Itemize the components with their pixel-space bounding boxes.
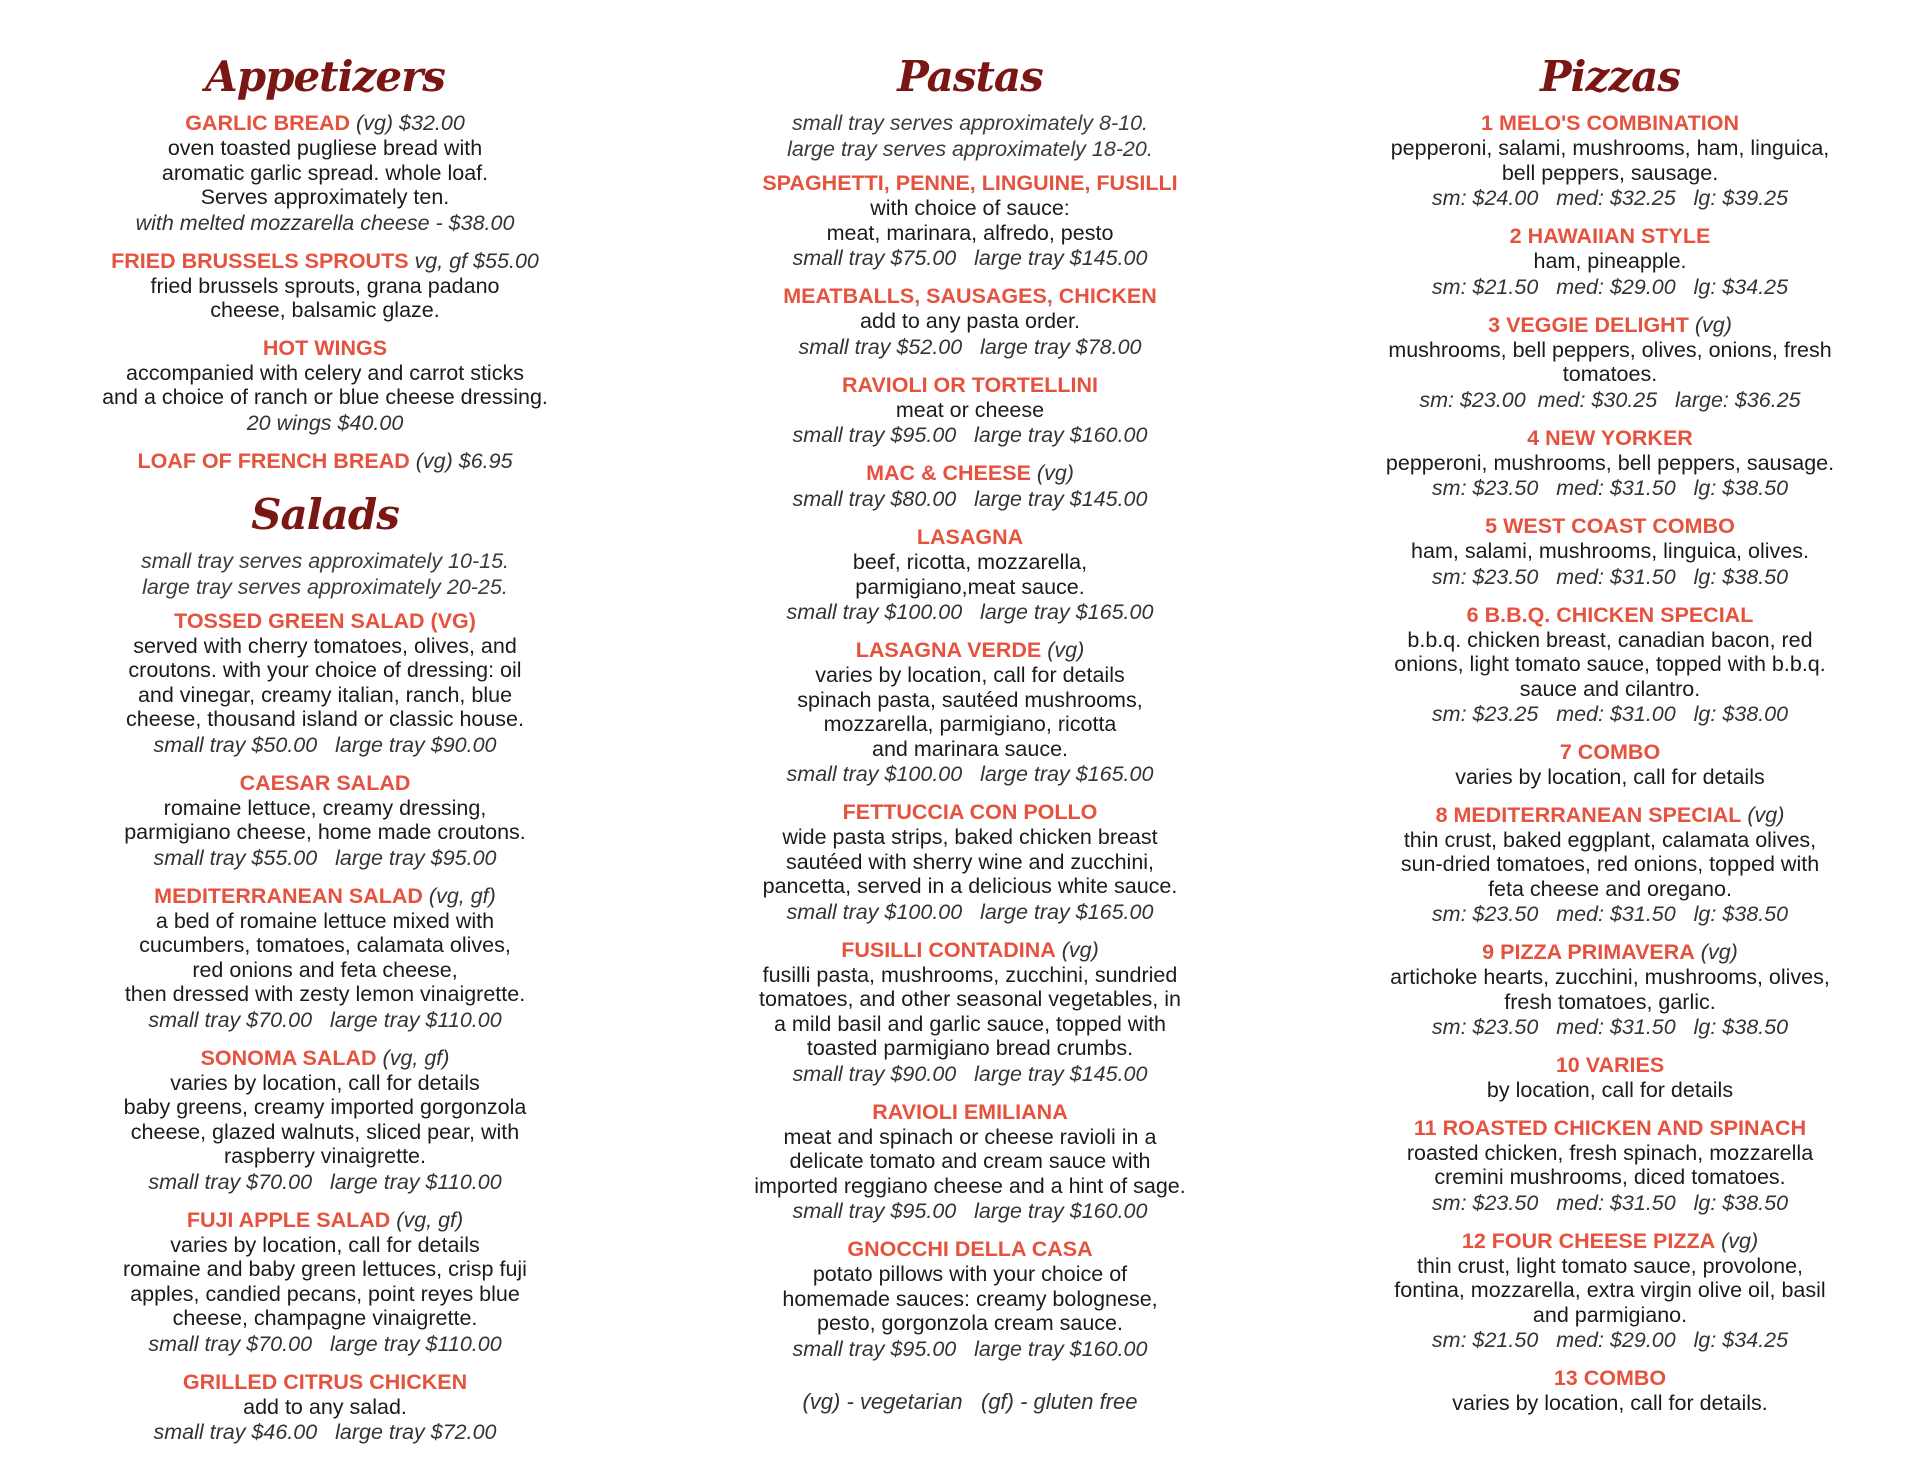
menu-item	[1355, 1052, 1865, 1103]
menu-item-heading	[1355, 110, 1865, 136]
menu-item-heading	[715, 799, 1225, 825]
menu-item-price: sm: $23.50 med: $31.50 lg: $38.50	[1431, 1015, 1789, 1039]
menu-item-description: and vinegar, creamy italian, ranch, blue	[137, 682, 513, 707]
menu-item-price: sm: $23.50 med: $31.50 lg: $38.50	[1431, 902, 1789, 926]
menu-item-description: thin crust, baked eggplant, calamata olives,	[1403, 827, 1817, 852]
menu-item-description: varies by location, call for details	[170, 1070, 480, 1095]
menu-item-description: a mild basil and garlic sauce, topped with	[774, 1011, 1166, 1036]
menu-item-name: 4 NEW YORKER	[1527, 425, 1693, 450]
menu-item-price: small tray $95.00 large tray $160.00	[792, 1199, 1148, 1223]
menu-item-description: spinach pasta, sautéed mushrooms,	[797, 687, 1143, 712]
menu-item-name: RAVIOLI EMILIANA	[872, 1099, 1068, 1124]
menu-item-heading	[715, 372, 1225, 398]
menu-item	[715, 372, 1225, 449]
menu-item-heading	[1355, 602, 1865, 628]
menu-item-heading	[1355, 1365, 1865, 1391]
menu-item-heading	[80, 1045, 570, 1071]
menu-item	[1355, 223, 1865, 300]
menu-item-description: meat and spinach or cheese ravioli in a	[783, 1124, 1157, 1149]
menu-item-description: wide pasta strips, baked chicken breast	[782, 825, 1158, 849]
menu-item-name: TOSSED GREEN SALAD (VG)	[174, 608, 476, 633]
menu-item-price: 20 wings $40.00	[246, 410, 404, 435]
menu-item-tag: (vg)	[1700, 940, 1738, 964]
menu-item	[715, 637, 1225, 787]
menu-item-heading	[80, 770, 570, 796]
menu-item-description: artichoke hearts, zucchini, mushrooms, olives,	[1390, 965, 1830, 989]
menu-item-heading	[1355, 1115, 1865, 1141]
menu-item	[80, 1369, 570, 1446]
menu-item-description: thin crust, light tomato sauce, provolone,	[1416, 1253, 1803, 1278]
menu-item-description: potato pillows with your choice of	[812, 1262, 1128, 1286]
menu-item	[80, 335, 570, 436]
menu-item	[80, 248, 570, 323]
menu-item-price: with melted mozzarella cheese - $38.00	[135, 210, 515, 235]
menu-item-price: small tray $70.00 large tray $110.00	[148, 1007, 502, 1032]
menu-item-heading	[1355, 513, 1865, 539]
menu-item-description: fresh tomatoes, garlic.	[1504, 989, 1716, 1014]
menu-item-description: and marinara sauce.	[872, 736, 1068, 761]
menu-item-description: a bed of romaine lettuce mixed with	[155, 908, 495, 933]
menu-item-description: pancetta, served in a delicious white sauce.	[762, 874, 1178, 898]
menu-item-description: b.b.q. chicken breast, canadian bacon, red	[1407, 627, 1813, 652]
menu-item	[80, 1045, 570, 1195]
menu-item-description: add to any pasta order.	[860, 309, 1080, 333]
section-intro-line: large tray serves approximately 20-25.	[142, 574, 508, 599]
menu-item	[80, 883, 570, 1033]
menu-item-name: 13 COMBO	[1553, 1366, 1667, 1390]
menu-item-description: fried brussels sprouts, grana padano	[150, 273, 500, 298]
menu-item-tag: (vg)	[1694, 312, 1732, 337]
menu-item-description: parmigiano,meat sauce.	[855, 574, 1085, 599]
menu-item-tag: (vg)	[1047, 638, 1085, 662]
menu-item-name: 11 ROASTED CHICKEN AND SPINACH	[1413, 1115, 1807, 1140]
menu-item-price: small tray $52.00 large tray $78.00	[798, 334, 1142, 359]
menu-item-description: varies by location, call for details.	[1452, 1391, 1768, 1415]
menu-item-description: tomatoes.	[1562, 362, 1658, 386]
menu-item-price: small tray $75.00 large tray $145.00	[792, 246, 1148, 270]
menu-item-tag: (vg) $6.95	[415, 448, 513, 473]
menu-item-description: add to any salad.	[243, 1394, 407, 1419]
menu-item-price: sm: $23.50 med: $31.50 lg: $38.50	[1431, 1190, 1789, 1215]
menu-item-description: meat or cheese	[895, 397, 1045, 422]
menu-item-description: Serves approximately ten.	[200, 185, 450, 209]
salads-list	[80, 608, 570, 1446]
appetizers-column	[80, 50, 570, 1457]
menu-item-description: varies by location, call for details	[1455, 765, 1765, 789]
menu-item-description: romaine lettuce, creamy dressing,	[163, 795, 487, 820]
pizzas-heading: Pizzas	[1539, 52, 1681, 101]
menu-item-description: pepperoni, mushrooms, bell peppers, sausage.	[1385, 450, 1835, 475]
menu-item-name: SPAGHETTI, PENNE, LINGUINE, FUSILLI	[762, 171, 1178, 195]
menu-item-tag: vg, gf $55.00	[414, 248, 539, 273]
menu-item-description: imported reggiano cheese and a hint of sage.	[754, 1173, 1186, 1198]
menu-item-heading	[1355, 425, 1865, 451]
menu-item-name: FETTUCCIA CON POLLO	[842, 800, 1098, 824]
menu-item-heading	[715, 283, 1225, 309]
pastas-column	[715, 50, 1225, 1416]
menu-item-name: 3 VEGGIE DELIGHT	[1488, 312, 1689, 337]
diet-legend: (vg) - vegetarian (gf) - gluten free	[802, 1388, 1138, 1414]
menu-item-price: small tray $100.00 large tray $165.00	[786, 762, 1154, 786]
menu-item-description: by location, call for details	[1486, 1078, 1734, 1102]
menu-item-name: MEDITERRANEAN SALAD	[154, 883, 423, 908]
menu-item-name: GRILLED CITRUS CHICKEN	[182, 1369, 468, 1394]
menu-item-name: CAESAR SALAD	[239, 770, 411, 795]
menu-item-name: 1 MELO'S COMBINATION	[1481, 111, 1739, 135]
menu-item-heading	[715, 1099, 1225, 1125]
menu-item-heading	[1355, 1052, 1865, 1078]
menu-item-name: 7 COMBO	[1559, 740, 1661, 764]
menu-item-description: meat, marinara, alfredo, pesto	[826, 220, 1114, 245]
menu-item-price: small tray $90.00 large tray $145.00	[792, 1061, 1148, 1086]
menu-item-name: LOAF OF FRENCH BREAD	[137, 448, 410, 473]
menu-item	[1355, 939, 1865, 1040]
menu-item	[715, 799, 1225, 925]
menu-item-price: sm: $23.25 med: $31.00 lg: $38.00	[1431, 702, 1789, 726]
menu-item-name: 6 B.B.Q. CHICKEN SPECIAL	[1466, 602, 1754, 627]
menu-item-description: cheese, glazed walnuts, sliced pear, with	[130, 1119, 520, 1144]
menu-item	[715, 1099, 1225, 1225]
menu-item	[1355, 602, 1865, 728]
menu-item-price: sm: $21.50 med: $29.00 lg: $34.25	[1431, 1328, 1789, 1352]
menu-item-description: varies by location, call for details	[815, 663, 1125, 687]
menu-item-heading	[1355, 939, 1865, 965]
menu-item-description: accompanied with celery and carrot sticks	[126, 360, 524, 385]
menu-item-heading	[80, 1207, 570, 1233]
menu-item-heading	[1355, 223, 1865, 249]
menu-item-price: sm: $21.50 med: $29.00 lg: $34.25	[1431, 274, 1789, 299]
menu-item-description: bell peppers, sausage.	[1501, 160, 1719, 185]
menu-item-heading	[80, 110, 570, 136]
menu-item-name: GARLIC BREAD	[185, 111, 351, 135]
menu-item-tag: (vg, gf)	[396, 1207, 464, 1232]
menu-item-description: cheese, champagne vinaigrette.	[172, 1306, 478, 1330]
section-intro-line: small tray serves approximately 8-10.	[791, 111, 1149, 135]
menu-item-heading	[80, 608, 570, 634]
menu-item-heading	[1355, 802, 1865, 828]
menu-item-name: GNOCCHI DELLA CASA	[847, 1237, 1093, 1261]
section-intro-line: large tray serves approximately 18-20.	[787, 137, 1153, 161]
menu-item	[80, 770, 570, 871]
menu-item-name: LASAGNA	[916, 525, 1024, 549]
menu-item-name: RAVIOLI OR TORTELLINI	[841, 372, 1098, 397]
menu-item-heading	[80, 1369, 570, 1395]
menu-item-heading	[1355, 739, 1865, 765]
menu-item-description: sun-dried tomatoes, red onions, topped with	[1400, 852, 1820, 876]
menu-item-tag: (vg)	[1036, 461, 1074, 485]
menu-item-description: fontina, mozzarella, extra virgin olive oil, basil	[1394, 1278, 1826, 1302]
menu-item-description: then dressed with zesty lemon vinaigrette.	[124, 982, 526, 1006]
menu-item-tag: (vg, gf)	[382, 1045, 450, 1070]
menu-item-description: raspberry vinaigrette.	[224, 1144, 426, 1168]
salads-intro	[80, 548, 570, 600]
menu-item-description: varies by location, call for details	[170, 1232, 480, 1257]
menu-item	[1355, 110, 1865, 211]
menu-item-heading	[1355, 312, 1865, 338]
menu-item-description: oven toasted pugliese bread with	[167, 136, 483, 160]
menu-item-tag: (vg)	[1721, 1228, 1759, 1253]
salads-heading: Salads	[251, 489, 399, 539]
menu-item-name: 10 VARIES	[1555, 1053, 1665, 1077]
menu-item-description: pesto, gorgonzola cream sauce.	[817, 1311, 1123, 1335]
menu-item-tag: (vg)	[1747, 802, 1785, 827]
menu-item-name: MEATBALLS, SAUSAGES, CHICKEN	[783, 284, 1157, 308]
pastas-heading: Pastas	[897, 52, 1043, 101]
menu-item-description: mozzarella, parmigiano, ricotta	[823, 712, 1117, 736]
menu-item-heading	[715, 460, 1225, 486]
menu-item-price: small tray $50.00 large tray $90.00	[153, 732, 497, 757]
menu-item-price: small tray $55.00 large tray $95.00	[153, 845, 497, 870]
menu-item	[1355, 1365, 1865, 1416]
menu-item-name: 12 FOUR CHEESE PIZZA	[1461, 1228, 1716, 1253]
menu-item-description: cheese, thousand island or classic house.	[126, 707, 524, 731]
menu-item-name: 9 PIZZA PRIMAVERA	[1482, 940, 1695, 964]
menu-item-description: baby greens, creamy imported gorgonzola	[123, 1095, 527, 1119]
menu-item-name: HOT WINGS	[262, 335, 388, 360]
menu-item	[715, 1236, 1225, 1362]
menu-item-description: sautéed with sherry wine and zucchini,	[785, 849, 1155, 874]
menu-item-description: mushrooms, bell peppers, olives, onions, fresh	[1388, 337, 1832, 362]
menu-item-description: pepperoni, salami, mushrooms, ham, linguica,	[1390, 136, 1830, 160]
appetizers-heading: Appetizers	[205, 52, 445, 101]
menu-item-description: feta cheese and oregano.	[1488, 876, 1732, 901]
menu-item-name: 5 WEST COAST COMBO	[1485, 514, 1735, 538]
menu-item-price: small tray $80.00 large tray $145.00	[792, 487, 1148, 511]
menu-item-description: roasted chicken, fresh spinach, mozzarella	[1406, 1140, 1814, 1165]
menu-item-name: FRIED BRUSSELS SPROUTS	[111, 248, 409, 273]
menu-item-name: SONOMA SALAD	[200, 1045, 377, 1070]
menu-item-description: sauce and cilantro.	[1519, 676, 1701, 701]
menu-item	[1355, 1115, 1865, 1216]
menu-item-price: small tray $70.00 large tray $110.00	[148, 1331, 502, 1356]
menu-item	[1355, 739, 1865, 790]
pizzas-list	[1355, 110, 1865, 1416]
menu-item	[1355, 312, 1865, 413]
menu-item	[80, 608, 570, 758]
menu-item	[1355, 802, 1865, 928]
menu-item-heading	[715, 524, 1225, 550]
pizzas-column	[1355, 50, 1865, 1428]
menu-item-name: FUJI APPLE SALAD	[186, 1207, 391, 1232]
menu-item-heading	[1355, 1228, 1865, 1254]
menu-item	[80, 110, 570, 236]
menu-item-description: ham, pineapple.	[1533, 249, 1687, 273]
menu-item-tag: (vg)	[1061, 937, 1099, 962]
menu-item-description: parmigiano cheese, home made croutons.	[124, 820, 526, 844]
menu-item-heading	[80, 335, 570, 361]
menu-item-price: sm: $24.00 med: $32.25 lg: $39.25	[1431, 186, 1789, 210]
menu-item-description: cheese, balsamic glaze.	[210, 298, 440, 322]
menu-item-tag: (vg) $32.00	[356, 111, 465, 135]
menu-item-price: small tray $46.00 large tray $72.00	[153, 1420, 497, 1444]
menu-item-description: ham, salami, mushrooms, linguica, olives.	[1411, 539, 1809, 563]
menu-item-description: with choice of sauce:	[870, 196, 1070, 220]
menu-item	[80, 1207, 570, 1357]
menu-item-name: 2 HAWAIIAN STYLE	[1509, 224, 1711, 248]
menu-item-description: and a choice of ranch or blue cheese dressing.	[102, 385, 548, 409]
menu-item-description: apples, candied pecans, point reyes blue	[130, 1281, 520, 1306]
menu-item-price: sm: $23.50 med: $31.50 lg: $38.50	[1431, 564, 1789, 589]
menu-item-description: red onions and feta cheese,	[192, 957, 458, 982]
menu-item	[80, 448, 570, 474]
menu-item-description: romaine and baby green lettuces, crisp fuji	[123, 1257, 527, 1281]
menu-item-price: small tray $100.00 large tray $165.00	[786, 600, 1154, 624]
menu-item-description: served with cherry tomatoes, olives, and	[133, 633, 517, 658]
menu-item-description: and parmigiano.	[1532, 1302, 1688, 1327]
menu-item-description: homemade sauces: creamy bolognese,	[782, 1286, 1158, 1311]
menu-item-description: toasted parmigiano bread crumbs.	[806, 1036, 1134, 1060]
pastas-intro	[715, 110, 1225, 162]
menu-item	[715, 524, 1225, 625]
menu-item-name: MAC & CHEESE	[866, 461, 1031, 485]
menu-item-description: onions, light tomato sauce, topped with b.b.q.	[1394, 652, 1826, 676]
menu-item-description: cucumbers, tomatoes, calamata olives,	[139, 933, 511, 957]
menu-item	[715, 283, 1225, 360]
menu-item-heading	[715, 170, 1225, 196]
menu-item-description: aromatic garlic spread. whole loaf.	[161, 160, 489, 185]
menu-item-heading	[80, 448, 570, 474]
menu-item-description: tomatoes, and other seasonal vegetables, in	[759, 987, 1181, 1011]
menu-item-description: fusilli pasta, mushrooms, zucchini, sundried	[762, 962, 1178, 987]
menu-item	[715, 937, 1225, 1087]
menu-item-description: delicate tomato and cream sauce with	[789, 1149, 1151, 1173]
menu-item-description: croutons. with your choice of dressing: oil	[128, 658, 522, 682]
menu-item	[715, 170, 1225, 271]
menu-item	[1355, 1228, 1865, 1354]
menu-item-heading	[80, 883, 570, 909]
menu-item-price: sm: $23.50 med: $31.50 lg: $38.50	[1431, 476, 1789, 500]
menu-item-name: 8 MEDITERRANEAN SPECIAL	[1435, 802, 1742, 827]
menu-item-price: sm: $23.00 med: $30.25 large: $36.25	[1419, 387, 1801, 412]
section-intro-line: small tray serves approximately 10-15.	[140, 548, 510, 573]
menu-item-heading	[80, 248, 570, 274]
menu-item-price: small tray $95.00 large tray $160.00	[792, 423, 1148, 447]
appetizers-list	[80, 110, 570, 474]
menu-item-tag: (vg, gf)	[428, 883, 496, 908]
menu-item-price: small tray $95.00 large tray $160.00	[792, 1336, 1148, 1361]
menu-item-price: small tray $70.00 large tray $110.00	[148, 1169, 502, 1194]
menu-item-name: LASAGNA VERDE	[855, 638, 1042, 662]
menu-item-price: small tray $100.00 large tray $165.00	[786, 899, 1154, 924]
menu-item	[715, 460, 1225, 512]
menu-item-name: FUSILLI CONTADINA	[841, 937, 1056, 962]
menu-item-description: cremini mushrooms, diced tomatoes.	[1434, 1165, 1786, 1189]
menu-item-description: beef, ricotta, mozzarella,	[852, 550, 1088, 574]
menu-item	[1355, 513, 1865, 590]
menu-item-heading	[715, 637, 1225, 663]
menu-item	[1355, 425, 1865, 502]
menu-item-heading	[715, 937, 1225, 963]
menu-item-heading	[715, 1236, 1225, 1262]
pastas-list	[715, 170, 1225, 1362]
